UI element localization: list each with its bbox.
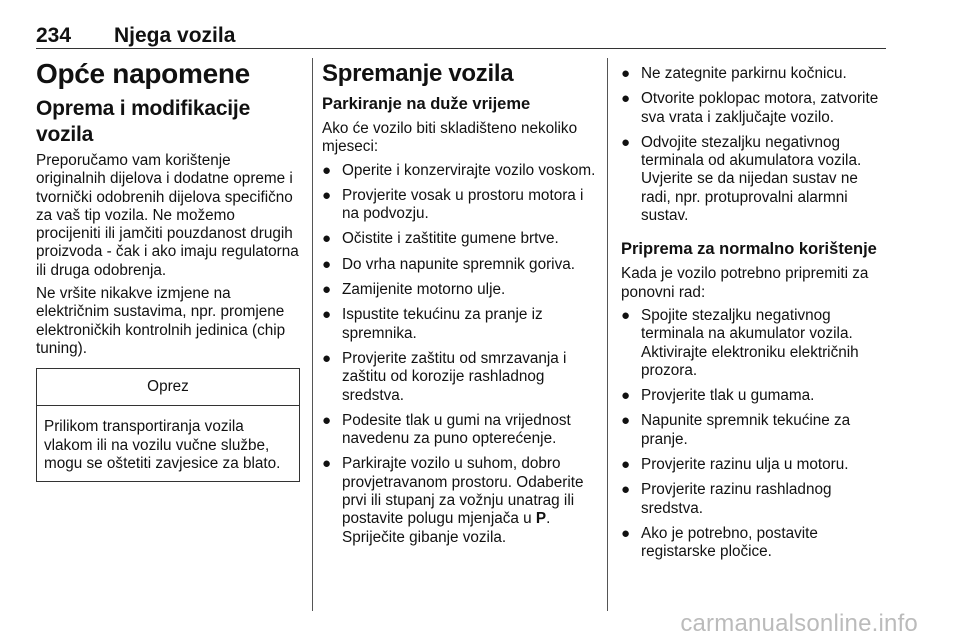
bullet-icon: ● [621,65,631,82]
list-item: ● Ne zategnite parkirnu kočnicu. [621,65,847,82]
page-header [36,20,886,50]
list-item: ● Zamijenite motorno ulje. [322,281,506,299]
subsection-title-equipment: Oprema i modifikacije vozila [36,97,251,146]
list-item: ● Očistite i zaštitite gumene brtve. [322,230,559,248]
bullet-icon: ● [621,133,631,151]
bullet-icon: ● [621,306,631,324]
page-number: 234 [36,24,72,47]
preparation-checklist [621,307,889,562]
list-item: ● Provjerite razinu ulja u motoru. [621,456,849,474]
list-item: ● Spojite stezaljku negativnog terminala na akumulator vozila. Aktivirajte elektroniku električnih prozora. [621,306,859,379]
list-item: ● Operite i konzervirajte vozilo voskom. [322,161,596,179]
paragraph-no-modifications: Ne vršite nikakve izmjene na električnim sustavima, npr. promjene elektroničkih kontrolnih jedinica (chip tuning). [36,285,286,357]
bullet-icon: ● [322,161,332,179]
list-item: ● Otvorite poklopac motora, zatvorite sva vrata i zaključajte vozilo. [621,90,879,126]
caution-box [36,368,300,482]
list-item: ● Parkirajte vozilo u suhom, dobro provjetravanom prostoru. Odaberite prvi ili stupanj za vožnju unatrag ili postavite polugu mjenjača u P. Spriječite gibanje vozila. [322,455,584,546]
bullet-icon: ● [322,230,332,248]
list-item: ● Provjerite vosak u prostoru motora i na podvozju. [322,186,584,223]
bullet-icon: ● [621,412,631,430]
bullet-icon: ● [322,255,332,273]
caution-body: Prilikom transportiranja vozila vlakom ili na vozilu vučne službe, mogu se oštetiti zavjesice za blato. [44,418,281,472]
bullet-icon: ● [621,90,631,108]
bullet-icon: ● [322,306,332,324]
column-divider-2 [607,58,608,611]
list-item: ● Ispustite tekućinu za pranje iz spremnika. [322,306,543,342]
subsection-title-preparation: Priprema za normalno korištenje [621,240,877,259]
paragraph-preparation-intro: Kada je vozilo potrebno pripremiti za ponovni rad: [621,265,869,301]
list-item: ● Provjerite razinu rashladnog sredstva. [621,481,832,517]
column-divider-1 [312,58,313,611]
bullet-icon: ● [322,349,332,367]
watermark: carmanualsonline.info [680,610,918,637]
column-3 [621,56,889,569]
gear-position-p: P [535,510,547,528]
bullet-icon: ● [621,387,631,405]
bullet-icon: ● [621,481,631,499]
bullet-icon: ● [322,455,332,473]
paragraph-storage-intro: Ako će vozilo biti skladišteno nekoliko mjeseci: [322,120,578,156]
list-item: ● Provjerite tlak u gumama. [621,387,815,405]
section-title-general-notes: Opće napomene [36,58,250,89]
chapter-title: Njega vozila [114,24,236,47]
caution-title: Oprez [37,369,299,406]
storage-checklist [322,162,596,547]
list-item: ● Do vrha napunite spremnik goriva. [322,255,575,273]
list-item: ● Podesite tlak u gumi na vrijednost navedenu za puno opterećenje. [322,411,571,448]
column-2 [322,56,596,554]
bullet-icon: ● [621,524,631,542]
bullet-icon: ● [322,411,332,429]
list-item: ● Odvojite stezaljku negativnog terminala od akumulatora vozila. Uvjerite se da nijedan sustav ne radi, npr. protuprovalni alarmni sustav. [621,133,862,225]
storage-checklist-continued [621,65,889,225]
subsection-title-long-parking: Parkiranje na duže vrijeme [322,95,531,113]
bullet-icon: ● [322,186,332,204]
list-item: ● Napunite spremnik tekućine za pranje. [621,412,851,448]
column-1 [36,56,302,482]
header-divider [36,48,886,49]
paragraph-original-parts: Preporučamo vam korištenje originalnih dijelova i dodatne opreme i tvornički odobrenih dijelova specifično za vaš tip vozila. Ne možemo procijeniti ili jamčiti pouzdanost drugih proizvoda - čak i ako imaju regulatorna ili druga odobrenja. [36,152,299,279]
list-item: ● Provjerite zaštitu od smrzavanja i zaštitu od korozije rashladnog sredstva. [322,349,567,404]
bullet-icon: ● [621,456,631,474]
section-title-storage: Spremanje vozila [322,60,514,87]
bullet-icon: ● [322,281,332,299]
list-item: ● Ako je potrebno, postavite registarske pločice. [621,524,818,561]
